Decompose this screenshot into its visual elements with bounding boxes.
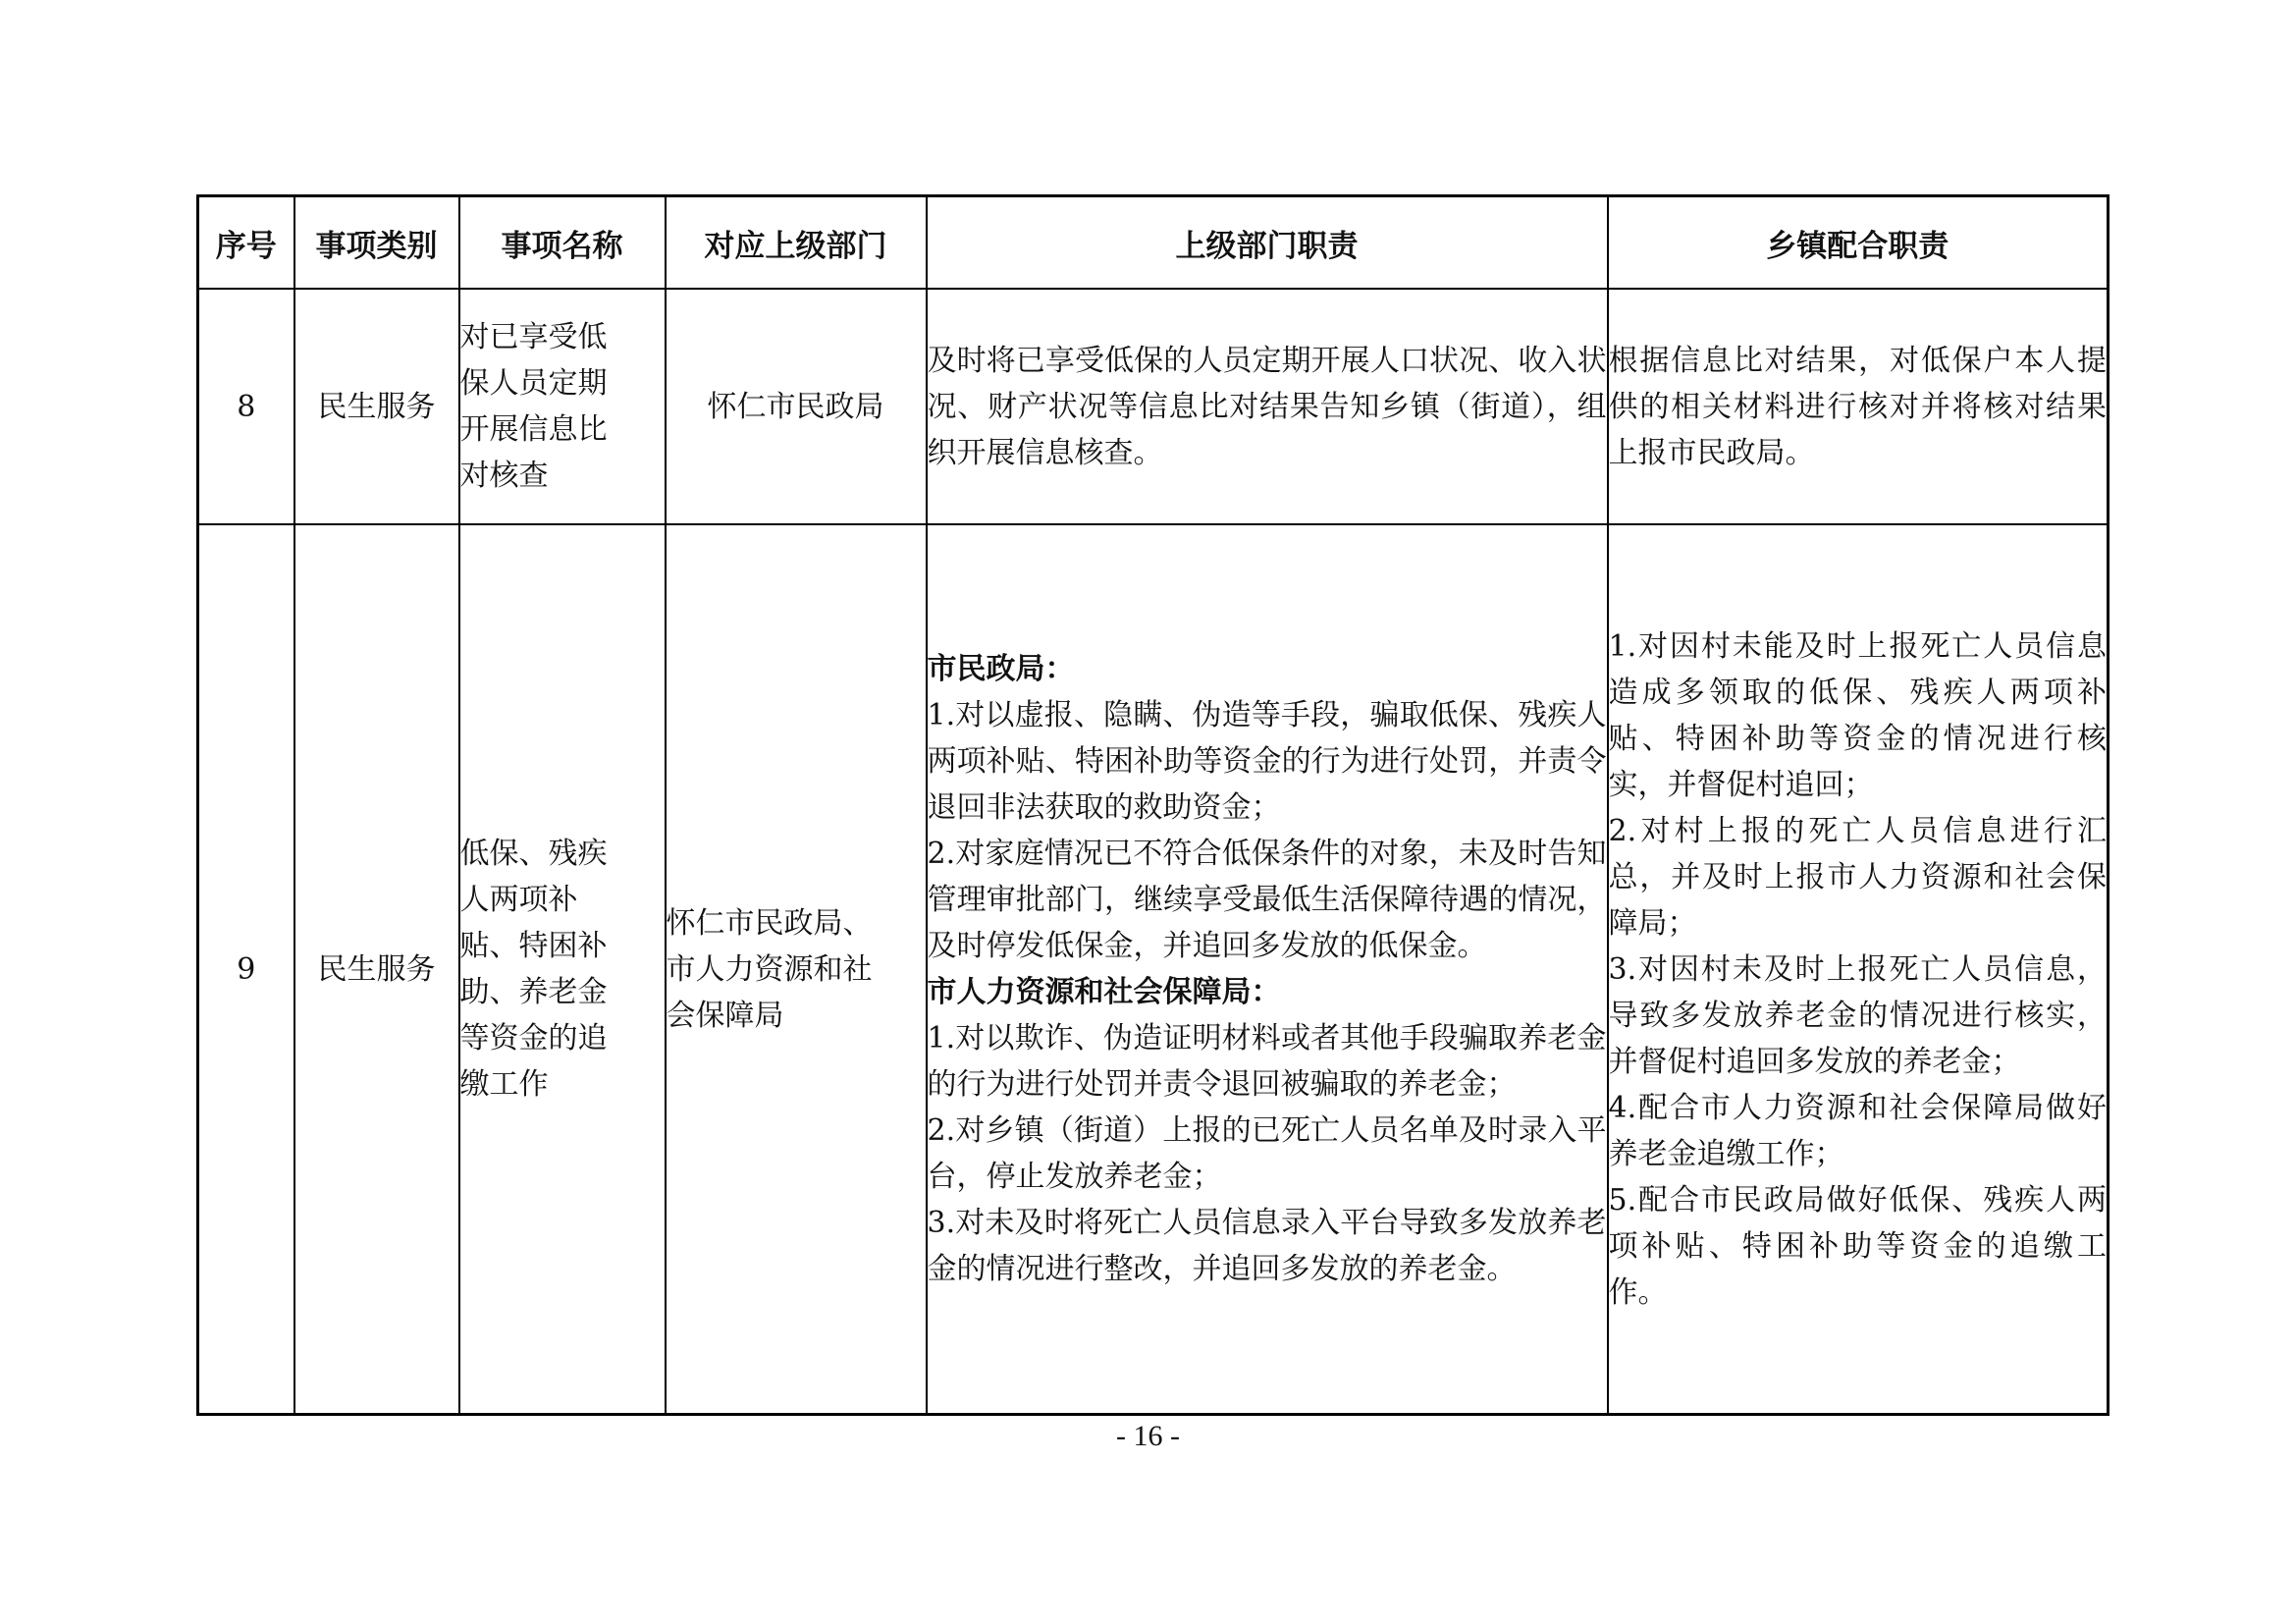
row-township-duties [1608,289,2109,524]
department-subheading: 市人力资源和社会保障局： [927,975,1281,1009]
department-line: 市人力资源和社 [666,951,873,987]
header-township-duties: 乡镇配合职责 [1608,196,2109,290]
row-category: 民生服务 [294,289,459,524]
row-category: 民生服务 [294,524,459,1415]
row-superior-duties [927,524,1608,1415]
header-superior-department: 对应上级部门 [666,196,927,290]
department-line: 怀仁市民政局、 [666,905,873,941]
item-name-line: 保人员定期 [459,366,608,401]
item-name-line: 对核查 [459,459,549,493]
duty-paragraph: 及时将已享受低保的人员定期开展人口状况、收入状况、财产状况等信息比对结果告知乡镇（街道），组织开展信息核查。 [927,343,1607,470]
item-name-line: 等资金的追 [459,1021,608,1056]
item-name-line: 缴工作 [459,1067,549,1102]
row-department [666,289,927,524]
row-item-name [459,524,666,1415]
header-item-name: 事项名称 [459,196,666,290]
duty-paragraph: 3.对未及时将死亡人员信息录入平台导致多发放养老金的情况进行整改，并追回多发放的养老金。 [927,1206,1607,1286]
row-serial: 8 [198,289,294,524]
row-serial: 9 [198,524,294,1415]
row-township-duties [1608,524,2109,1415]
item-name-line: 开展信息比 [459,412,608,447]
table-row [198,524,2109,1415]
header-superior-duties: 上级部门职责 [927,196,1608,290]
duty-paragraph: 2.对家庭情况已不符合低保条件的对象，未及时告知管理审批部门，继续享受最低生活保障待遇的情况，及时停发低保金，并追回多发放的低保金。 [927,837,1607,963]
header-category: 事项类别 [294,196,459,290]
table-row [198,289,2109,524]
item-name-line: 助、养老金 [459,975,608,1009]
item-name-line: 贴、特困补 [459,929,608,963]
department-line: 会保障局 [666,998,784,1033]
row-department [666,524,927,1415]
header-row [198,196,2109,290]
row-superior-duties [927,289,1608,524]
duty-paragraph: 1.对以虚报、隐瞒、伪造等手段，骗取低保、残疾人两项补贴、特困补助等资金的行为进行处罚，并责令退回非法获取的救助资金； [927,698,1607,825]
duty-paragraph: 5.配合市民政局做好低保、残疾人两项补贴、特困补助等资金的追缴工作。 [1608,1182,2107,1310]
duty-paragraph: 1.对以欺诈、伪造证明材料或者其他手段骗取养老金的行为进行处罚并责令退回被骗取的养老金； [927,1021,1607,1102]
duty-paragraph: 4.配合市人力资源和社会保障局做好养老金追缴工作； [1608,1090,2107,1171]
duty-paragraph: 2.对村上报的死亡人员信息进行汇总，并及时上报市人力资源和社会保障局； [1608,813,2107,941]
header-serial: 序号 [198,196,294,290]
duty-paragraph: 2.对乡镇（街道）上报的已死亡人员名单及时录入平台，停止发放养老金； [927,1113,1607,1194]
department-subheading: 市民政局： [927,652,1075,686]
item-name-line: 对已享受低 [459,320,608,354]
department-line: 怀仁市民政局 [707,389,884,424]
row-item-name [459,289,666,524]
duty-table [196,194,2109,1416]
item-name-line: 人两项补 [459,883,578,917]
duty-paragraph: 3.对因村未及时上报死亡人员信息，导致多发放养老金的情况进行核实，并督促村追回多发放的养老金； [1608,951,2107,1079]
page-number: - 16 - [1116,1420,1180,1452]
duty-paragraph: 根据信息比对结果，对低保户本人提供的相关材料进行核对并将核对结果上报市民政局。 [1608,343,2107,470]
item-name-line: 低保、残疾 [459,837,608,871]
duty-paragraph: 1.对因村未能及时上报死亡人员信息造成多领取的低保、残疾人两项补贴、特困补助等资金的情况进行核实，并督促村追回； [1608,628,2107,802]
